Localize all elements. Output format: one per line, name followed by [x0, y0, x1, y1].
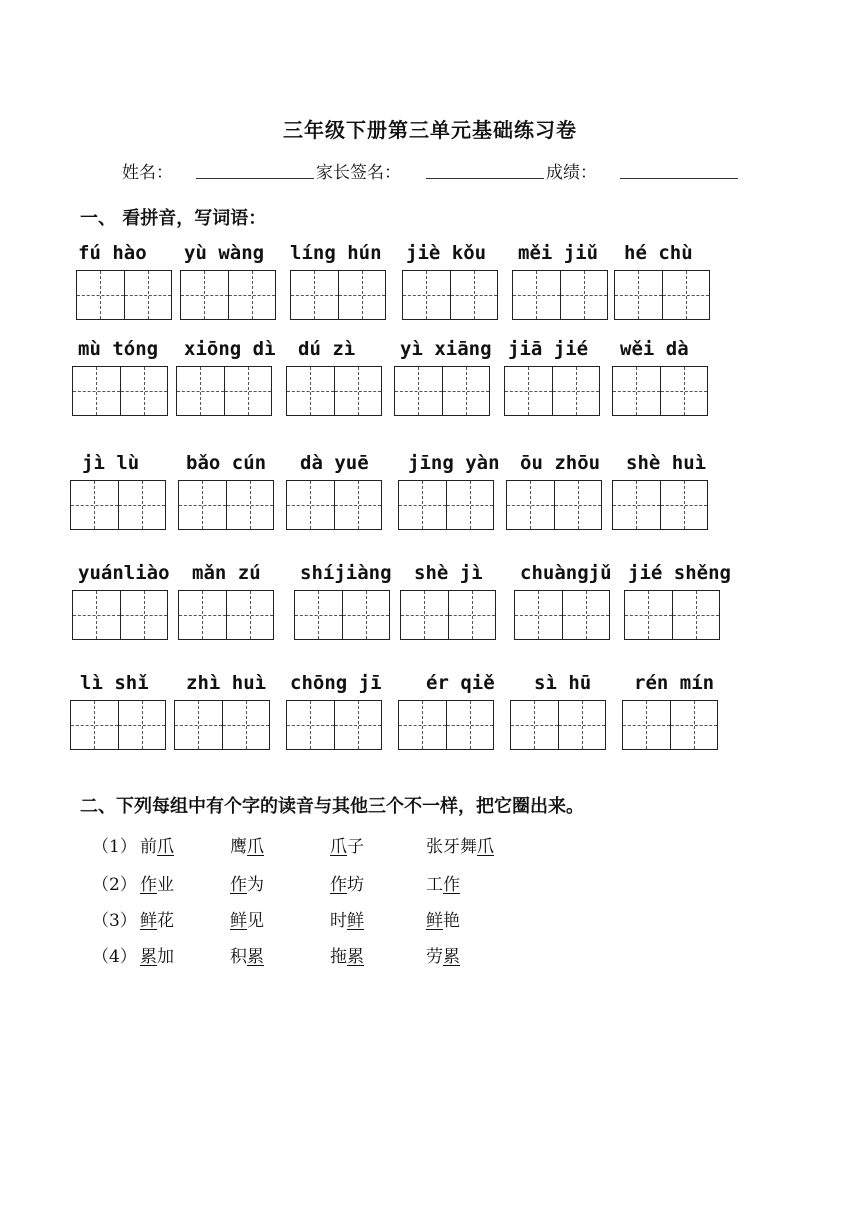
writing-grid[interactable] — [174, 700, 270, 750]
tian-ge-cell[interactable] — [511, 701, 558, 749]
pinyin-label: mù tóng — [78, 338, 159, 360]
word-part: 工 — [426, 875, 443, 895]
tian-ge-cell[interactable] — [118, 701, 166, 749]
writing-grid[interactable] — [506, 480, 602, 530]
target-char: 累 — [140, 947, 157, 967]
tian-ge-cell[interactable] — [73, 591, 120, 639]
pinyin-label: zhì huì — [186, 672, 267, 694]
word-option[interactable] — [330, 942, 364, 967]
writing-grid[interactable] — [286, 480, 382, 530]
pinyin-label: yuánliào — [78, 562, 170, 584]
word-option[interactable] — [426, 906, 460, 931]
tian-ge-cell[interactable] — [672, 591, 720, 639]
writing-grid[interactable] — [510, 700, 606, 750]
word-option[interactable] — [330, 906, 364, 931]
parent-signature-field[interactable] — [426, 162, 544, 179]
writing-grid[interactable] — [286, 366, 382, 416]
pinyin-label: měi jiǔ — [518, 242, 599, 264]
word-part: 前 — [140, 837, 157, 857]
word-part: 为 — [247, 875, 264, 895]
tian-ge-cell[interactable] — [562, 591, 610, 639]
name-field[interactable] — [196, 162, 314, 179]
tian-ge-cell[interactable] — [118, 481, 166, 529]
writing-grid[interactable] — [512, 270, 608, 320]
question-number: （1） — [92, 837, 137, 857]
pinyin-label: jiè kǒu — [406, 242, 487, 264]
tian-ge-cell[interactable] — [446, 481, 494, 529]
tian-ge-cell[interactable] — [71, 701, 118, 749]
tian-ge-cell[interactable] — [181, 271, 228, 319]
word-part: 积 — [230, 947, 247, 967]
pinyin-label: xiōng dì — [184, 338, 276, 360]
tian-ge-cell[interactable] — [71, 481, 118, 529]
tian-ge-cell[interactable] — [291, 271, 338, 319]
tian-ge-cell[interactable] — [442, 367, 490, 415]
target-char: 作 — [443, 875, 460, 895]
tian-ge-cell[interactable] — [515, 591, 562, 639]
pinyin-label: dú zì — [298, 338, 356, 360]
word-option[interactable] — [230, 906, 264, 931]
pinyin-label: lì shǐ — [80, 672, 149, 694]
tian-ge-cell[interactable] — [670, 701, 718, 749]
tian-ge-cell[interactable] — [73, 367, 120, 415]
tian-ge-cell[interactable] — [552, 367, 600, 415]
tian-ge-cell[interactable] — [120, 591, 168, 639]
tian-ge-cell[interactable] — [505, 367, 552, 415]
tian-ge-cell[interactable] — [613, 367, 660, 415]
pinyin-label: jì lù — [82, 452, 140, 474]
pinyin-label: dà yuē — [300, 452, 369, 474]
pinyin-label: shíjiàng — [300, 562, 392, 584]
target-char: 爪 — [157, 837, 174, 857]
question-number: （2） — [92, 875, 137, 895]
section2-heading: 二、下列每组中有个字的读音与其他三个不一样，把它圈出来。 — [80, 796, 584, 817]
writing-grid[interactable] — [294, 590, 390, 640]
writing-grid[interactable] — [398, 700, 494, 750]
tian-ge-cell[interactable] — [222, 701, 270, 749]
tian-ge-cell[interactable] — [77, 271, 124, 319]
tian-ge-cell[interactable] — [120, 367, 168, 415]
writing-grid[interactable] — [402, 270, 498, 320]
tian-ge-cell[interactable] — [287, 481, 334, 529]
writing-grid[interactable] — [398, 480, 494, 530]
target-char: 累 — [247, 947, 264, 967]
writing-grid[interactable] — [70, 480, 166, 530]
word-option[interactable] — [426, 942, 460, 967]
writing-grid[interactable] — [178, 590, 274, 640]
word-part: 拖 — [330, 947, 347, 967]
tian-ge-cell[interactable] — [613, 481, 660, 529]
target-char: 鲜 — [230, 911, 247, 931]
writing-grid[interactable] — [178, 480, 274, 530]
writing-grid[interactable] — [180, 270, 276, 320]
tian-ge-cell[interactable] — [558, 701, 606, 749]
pinyin-label: mǎn zú — [192, 562, 261, 584]
tian-ge-cell[interactable] — [403, 271, 450, 319]
tian-ge-cell[interactable] — [450, 271, 498, 319]
writing-grid[interactable] — [614, 270, 710, 320]
tian-ge-cell[interactable] — [399, 701, 446, 749]
target-char: 累 — [347, 947, 364, 967]
tian-ge-cell[interactable] — [124, 271, 172, 319]
target-char: 爪 — [247, 837, 264, 857]
word-part: 子 — [347, 837, 364, 857]
tian-ge-cell[interactable] — [342, 591, 390, 639]
page-title: 三年级下册第三单元基础练习卷 — [283, 118, 577, 142]
target-char: 累 — [443, 947, 460, 967]
word-option[interactable] — [230, 870, 264, 895]
writing-grid[interactable] — [400, 590, 496, 640]
target-char: 鲜 — [347, 911, 364, 931]
tian-ge-cell[interactable] — [334, 701, 382, 749]
question-number: （3） — [92, 911, 137, 931]
pinyin-label: líng hún — [290, 242, 382, 264]
tian-ge-cell[interactable] — [513, 271, 560, 319]
word-option[interactable] — [330, 832, 364, 857]
tian-ge-cell[interactable] — [448, 591, 496, 639]
word-part: 时 — [330, 911, 347, 931]
tian-ge-cell[interactable] — [660, 367, 708, 415]
pinyin-label: fú hào — [78, 242, 147, 264]
tian-ge-cell[interactable] — [446, 701, 494, 749]
writing-grid[interactable] — [504, 366, 600, 416]
tian-ge-cell[interactable] — [334, 367, 382, 415]
tian-ge-cell[interactable] — [554, 481, 602, 529]
tian-ge-cell[interactable] — [660, 481, 708, 529]
pinyin-label: bǎo cún — [186, 452, 267, 474]
tian-ge-cell[interactable] — [625, 591, 672, 639]
writing-grid[interactable] — [72, 590, 168, 640]
tian-ge-cell[interactable] — [507, 481, 554, 529]
pinyin-label: yì xiāng — [400, 338, 492, 360]
question-number: （4） — [92, 947, 137, 967]
pinyin-label: ōu zhōu — [520, 452, 601, 474]
pinyin-label: jīng yàn — [408, 452, 500, 474]
tian-ge-cell[interactable] — [560, 271, 608, 319]
word-option[interactable] — [330, 870, 364, 895]
pinyin-label: jié shěng — [628, 562, 731, 584]
word-option[interactable] — [230, 832, 264, 857]
tian-ge-cell[interactable] — [662, 271, 710, 319]
section1-heading: 一、 看拼音，写词语： — [80, 208, 267, 229]
tian-ge-cell[interactable] — [287, 701, 334, 749]
tian-ge-cell[interactable] — [338, 271, 386, 319]
word-part: 业 — [157, 875, 174, 895]
pinyin-label: hé chù — [624, 242, 693, 264]
tian-ge-cell[interactable] — [226, 591, 274, 639]
parent-signature-label: 家长签名： — [316, 163, 401, 183]
writing-grid[interactable] — [290, 270, 386, 320]
word-part: 见 — [247, 911, 264, 931]
word-option[interactable] — [140, 870, 174, 895]
pinyin-label: wěi dà — [620, 338, 689, 360]
tian-ge-cell[interactable] — [395, 367, 442, 415]
word-option[interactable] — [140, 832, 174, 857]
tian-ge-cell[interactable] — [287, 367, 334, 415]
target-char: 作 — [330, 875, 347, 895]
writing-grid[interactable] — [514, 590, 610, 640]
word-option[interactable] — [426, 870, 460, 895]
tian-ge-cell[interactable] — [177, 367, 224, 415]
target-char: 作 — [230, 875, 247, 895]
pinyin-label: rén mín — [634, 672, 715, 694]
writing-grid[interactable] — [176, 366, 272, 416]
target-char: 爪 — [477, 837, 494, 857]
word-part: 张牙舞 — [426, 837, 477, 857]
target-char: 爪 — [330, 837, 347, 857]
tian-ge-cell[interactable] — [228, 271, 276, 319]
tian-ge-cell[interactable] — [179, 591, 226, 639]
pinyin-label: ér qiě — [426, 672, 495, 694]
tian-ge-cell[interactable] — [615, 271, 662, 319]
word-option[interactable] — [426, 832, 494, 857]
word-part: 花 — [157, 911, 174, 931]
pinyin-label: shè huì — [626, 452, 707, 474]
word-option[interactable] — [140, 906, 174, 931]
word-part: 艳 — [443, 911, 460, 931]
target-char: 鲜 — [140, 911, 157, 931]
name-label: 姓名： — [122, 163, 173, 183]
word-part: 坊 — [347, 875, 364, 895]
writing-grid[interactable] — [286, 700, 382, 750]
tian-ge-cell[interactable] — [175, 701, 222, 749]
word-option[interactable] — [230, 942, 264, 967]
tian-ge-cell[interactable] — [623, 701, 670, 749]
writing-grid[interactable] — [394, 366, 490, 416]
pinyin-label: jiā jié — [508, 338, 589, 360]
tian-ge-cell[interactable] — [399, 481, 446, 529]
target-char: 鲜 — [426, 911, 443, 931]
pinyin-label: sì hū — [534, 672, 592, 694]
writing-grid[interactable] — [612, 480, 708, 530]
writing-grid[interactable] — [622, 700, 718, 750]
word-part: 鹰 — [230, 837, 247, 857]
pinyin-label: chōng jī — [290, 672, 382, 694]
target-char: 作 — [140, 875, 157, 895]
tian-ge-cell[interactable] — [224, 367, 272, 415]
tian-ge-cell[interactable] — [334, 481, 382, 529]
writing-grid[interactable] — [612, 366, 708, 416]
tian-ge-cell[interactable] — [226, 481, 274, 529]
score-field[interactable] — [620, 162, 738, 179]
word-option[interactable] — [140, 942, 174, 967]
score-label: 成绩： — [546, 163, 597, 183]
tian-ge-cell[interactable] — [295, 591, 342, 639]
writing-grid[interactable] — [624, 590, 720, 640]
writing-grid[interactable] — [76, 270, 172, 320]
writing-grid[interactable] — [70, 700, 166, 750]
writing-grid[interactable] — [72, 366, 168, 416]
pinyin-label: chuàngjǔ — [520, 562, 612, 584]
word-part: 劳 — [426, 947, 443, 967]
tian-ge-cell[interactable] — [179, 481, 226, 529]
pinyin-label: yù wàng — [184, 242, 265, 264]
tian-ge-cell[interactable] — [401, 591, 448, 639]
word-part: 加 — [157, 947, 174, 967]
pinyin-label: shè jì — [414, 562, 483, 584]
